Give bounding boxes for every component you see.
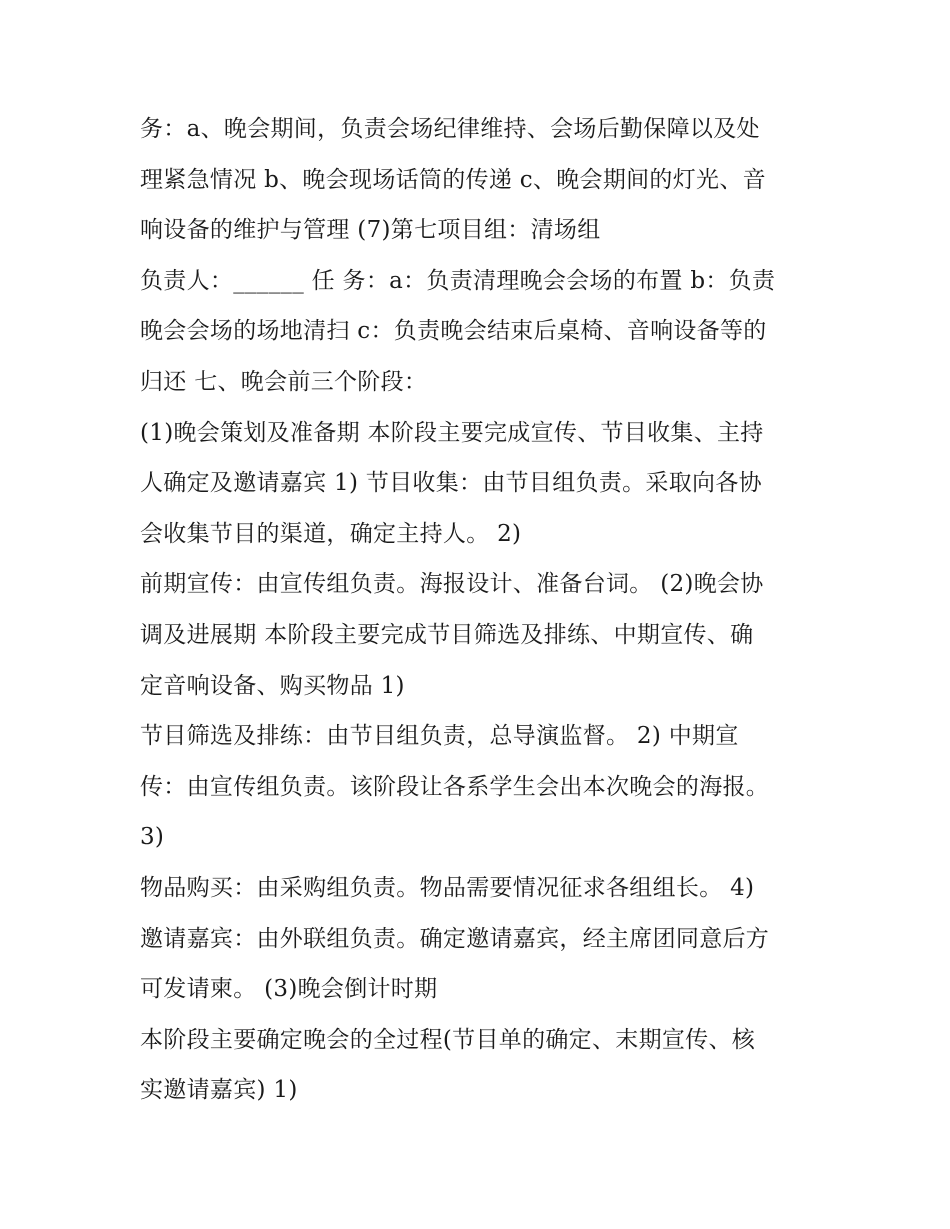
text-line: 会收集节目的渠道，确定主持人。 2) xyxy=(140,520,522,547)
text-line: 本阶段主要确定晚会的全过程(节目单的确定、末期宣传、核 xyxy=(140,1026,756,1053)
text-line: 晚会会场的场地清扫 c：负责晚会结束后桌椅、音响设备等的 xyxy=(140,318,767,345)
text-line: 节目筛选及排练：由节目组负责，总导演监督。 2) 中期宣 xyxy=(140,723,739,750)
text-line: 负责人：______ 任 务：a：负责清理晚会会场的布置 b：负责 xyxy=(140,267,776,294)
text-line: 3) xyxy=(140,824,165,851)
text-line: 务：a、晚会期间，负责会场纪律维持、会场后勤保障以及处 xyxy=(140,116,760,142)
body-text xyxy=(140,104,830,1116)
text-line: 理紧急情况 b、晚会现场话筒的传递 c、晚会期间的灯光、音 xyxy=(140,166,766,193)
text-line: 响设备的维护与管理 (7)第七项目组：清场组 xyxy=(140,217,601,244)
text-line: 归还 七、晚会前三个阶段： xyxy=(140,368,428,395)
text-line: 前期宣传：由宣传组负责。海报设计、准备台词。 (2)晚会协 xyxy=(140,571,764,598)
text-line: (1)晚会策划及准备期 本阶段主要完成宣传、节目收集、主持 xyxy=(140,419,764,446)
text-line: 物品购买：由采购组负责。物品需要情况征求各组组长。 4) xyxy=(140,874,755,901)
text-line: 邀请嘉宾：由外联组负责。确定邀请嘉宾，经主席团同意后方 xyxy=(140,925,770,952)
text-line: 实邀请嘉宾) 1) xyxy=(140,1077,298,1104)
text-line: 定音响设备、购买物品 1) xyxy=(140,672,405,699)
text-line: 调及进展期 本阶段主要完成节目筛选及排练、中期宣传、确 xyxy=(140,621,754,648)
text-line: 可发请柬。 (3)晚会倒计时期 xyxy=(140,976,438,1003)
text-line: 传：由宣传组负责。该阶段让各系学生会出本次晚会的海报。 xyxy=(140,773,770,800)
text-line: 人确定及邀请嘉宾 1) 节目收集：由节目组负责。采取向各协 xyxy=(140,470,762,497)
